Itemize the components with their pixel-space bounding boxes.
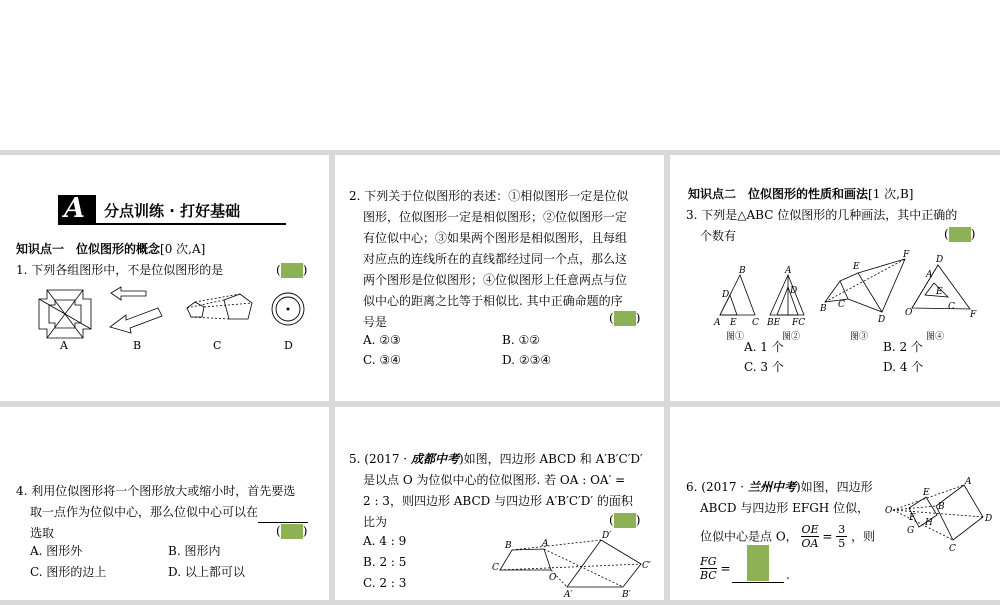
svg-text:D: D (936, 255, 944, 265)
svg-text:D: D (790, 286, 798, 296)
svg-text:B: B (938, 502, 945, 512)
svg-text:B: B (739, 266, 746, 276)
svg-text:A: A (542, 539, 549, 549)
q4-answer-box (281, 524, 303, 539)
kp1-tag: [0 次,A] (160, 242, 206, 256)
svg-text:E: E (936, 287, 943, 297)
q6-fraction-3-5: $\frac{3}{5}$ (838, 523, 846, 550)
panel-question-6 (670, 407, 1000, 600)
svg-text:F: F (903, 250, 910, 260)
q3-answer-paren: ( ) (944, 227, 976, 241)
q5-line-1: 5. (2017 · 成都中考)如图，四边形 ABCD 和 A′B′C′D′ (349, 452, 643, 466)
svg-text:BE: BE (767, 318, 781, 328)
q1-figure-d (272, 293, 304, 325)
svg-text:E: E (853, 262, 860, 272)
q1-answer-paren: ( ) (276, 263, 308, 277)
section-badge-letter: A (64, 193, 85, 224)
q1-figure-c (187, 294, 252, 319)
q5-line-2: 是以点 O 为位似中心的位似图形. 若 OA : OA′ = (363, 473, 626, 487)
svg-text:D: D (722, 290, 730, 300)
q5-answer-paren: ( ) (609, 513, 641, 527)
svg-text:E: E (730, 318, 737, 328)
svg-text:E: E (923, 488, 930, 498)
q3-option-d: D. 4 个 (883, 360, 924, 374)
kp1-title-text: 知识点一 位似图形的概念 (16, 242, 161, 256)
panel-question-3 (670, 155, 1000, 401)
kp2-tag: [1 次,B] (868, 187, 914, 201)
q5-line-3: 2 : 3，则四边形 ABCD 与四边形 A′B′C′D′ 的面积 (363, 494, 633, 508)
q3-figures (670, 247, 1000, 342)
q5-option-a: A. 4 : 9 (363, 534, 407, 548)
svg-text:O: O (549, 573, 557, 583)
svg-text:F: F (970, 310, 977, 320)
q2-answer-box (614, 311, 636, 326)
svg-text:A′: A′ (564, 590, 573, 600)
q1-figure-b (110, 287, 162, 333)
q4-option-c: C. 图形的边上 (30, 565, 107, 579)
svg-text:F: F (909, 513, 916, 523)
q3-figure-1 (713, 266, 759, 328)
svg-text:B: B (505, 541, 512, 551)
svg-text:A: A (926, 270, 933, 280)
q2-line-2: 图形，位似图形一定是相似图形；②位似图形一定 (363, 210, 628, 224)
panel-question-2 (335, 155, 664, 401)
svg-text:C′: C′ (642, 561, 651, 571)
section-underline (96, 223, 286, 225)
svg-text:C: C (949, 544, 956, 554)
q3-option-a: A. 1 个 (744, 340, 784, 354)
q2-option-b: B. ①② (502, 333, 540, 347)
q5-answer-box (614, 513, 636, 528)
svg-text:D: D (878, 315, 886, 325)
q6-line-2: ABCD 与四边形 EFGH 位似， (700, 501, 870, 515)
q5-figure (485, 530, 655, 605)
q2-option-c: C. ③④ (363, 353, 401, 367)
q6-fraction-oe-oa: $\frac{OE}{OA}$ (801, 523, 819, 550)
svg-text:O: O (885, 506, 893, 516)
q3-option-b: B. 2 个 (883, 340, 923, 354)
svg-text:C: C (948, 302, 955, 312)
panel-question-5 (335, 407, 664, 600)
q3-figure-3 (819, 250, 910, 325)
svg-text:A: A (785, 266, 792, 276)
q6-line-4: $\frac{FG}{BC}$ = (700, 555, 731, 582)
q2-line-7: 号是 (363, 315, 388, 329)
q3-figure-4 (905, 255, 977, 320)
knowledge-point-1-title (16, 239, 205, 260)
svg-text:G: G (907, 526, 915, 536)
q3-line-2: 个数有 (700, 229, 737, 243)
q6-period: . (786, 568, 790, 582)
q6-line-1: 6. (2017 · 兰州中考)如图，四边形 (686, 480, 873, 494)
q2-line-5: 两个图形是位似图形；④位似图形上任意两点与位 (363, 273, 628, 287)
q6-answer-blank-line (732, 582, 784, 583)
q4-option-a: A. 图形外 (30, 544, 83, 558)
svg-text:D: D (985, 514, 993, 524)
q1-label-d: D (284, 339, 293, 352)
q5-option-b: B. 2 : 5 (363, 555, 407, 569)
q4-line-3: 选取 (30, 526, 55, 540)
q2-option-a: A. ②③ (363, 333, 401, 347)
q3-answer-box (949, 227, 971, 242)
q1-answer-box (281, 263, 303, 278)
question-1-text: 1. 下列各组图形中，不是位似图形的是 (16, 263, 224, 277)
svg-text:A: A (714, 318, 721, 328)
svg-text:O: O (905, 308, 913, 318)
q2-line-3: 有位似中心；③如果两个图形是相似图形，且每组 (363, 231, 628, 245)
q3-fig-label-4: 图④ (926, 332, 945, 342)
svg-text:B′: B′ (622, 590, 631, 600)
q3-line-1: 3. 下列是△ABC 位似图形的几种画法，其中正确的 (686, 208, 958, 222)
q3-fig-label-1: 图① (726, 332, 745, 342)
q6-fraction-fg-bc: $\frac{FG}{BC}$ (700, 555, 717, 582)
svg-text:H: H (925, 518, 933, 528)
q3-figure-2 (766, 266, 805, 328)
top-blank-area (0, 0, 1000, 150)
panel-question-1 (0, 155, 329, 401)
q3-option-c: C. 3 个 (744, 360, 784, 374)
q5-option-c: C. 2 : 3 (363, 576, 407, 590)
q1-label-a: A (60, 339, 68, 352)
q2-line-1: 2. 下列关于位似图形的表述：①相似图形一定是位似 (349, 189, 629, 203)
q5-line-4: 比为 (363, 515, 388, 529)
q6-figure (885, 475, 1000, 555)
q4-option-d: D. 以上都可以 (168, 565, 245, 579)
q1-label-c: C (213, 339, 222, 352)
q4-line-1: 4. 利用位似图形将一个图形放大或缩小时，首先要选 (16, 484, 296, 498)
q6-source: 兰州中考 (747, 480, 796, 494)
q4-answer-paren: ( ) (276, 524, 308, 538)
q1-figure-a (39, 290, 91, 338)
q4-option-b: B. 图形内 (168, 544, 221, 558)
svg-text:C: C (838, 300, 845, 310)
q5-source: 成都中考 (410, 452, 459, 466)
q2-option-d: D. ②③④ (502, 353, 552, 367)
q2-line-4: 对应点的连线所在的直线都经过同一个点，那么这 (363, 252, 628, 266)
svg-text:A: A (965, 477, 972, 487)
section-header (58, 195, 286, 225)
q1-figures (0, 283, 329, 353)
knowledge-point-2-title: 知识点二 位似图形的性质和画法[1 次,B] (688, 187, 914, 201)
q2-answer-paren: ( ) (609, 311, 641, 325)
svg-text:D′: D′ (602, 531, 612, 541)
section-title: 分点训练 · 打好基础 (104, 202, 241, 220)
q6-answer-box (747, 545, 769, 581)
svg-text:FC: FC (792, 318, 806, 328)
q4-line-2: 取一点作为位似中心，那么位似中心可以在 (30, 502, 308, 523)
svg-text:C: C (492, 563, 499, 573)
q2-line-6: 似中心的距离之比等于相似比. 其中正确命题的序 (363, 294, 623, 308)
svg-text:C: C (752, 318, 759, 328)
q3-fig-label-3: 图③ (850, 332, 869, 342)
q6-line-3: 位似中心是点 O， $\frac{OE}{OA}$ = $\frac{3}{5}$ ，则 (700, 523, 876, 550)
svg-text:B: B (820, 304, 827, 314)
q3-fig-label-2: 图② (782, 332, 801, 342)
q1-label-b: B (133, 339, 142, 352)
panel-question-4 (0, 407, 329, 600)
